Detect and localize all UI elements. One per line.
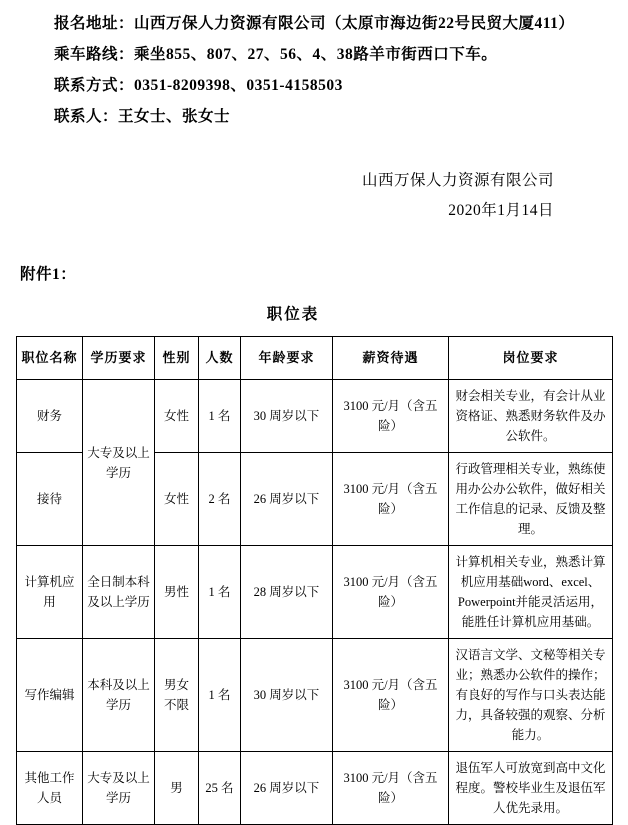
cell-education: 全日制本科及以上学历 xyxy=(83,546,155,639)
cell-age: 26 周岁以下 xyxy=(241,752,333,825)
table-header-row xyxy=(17,337,613,380)
cell-gender: 女性 xyxy=(155,380,199,453)
cell-age: 28 周岁以下 xyxy=(241,546,333,639)
table-header-cell: 性别 xyxy=(155,337,199,380)
address-line xyxy=(16,8,612,39)
cell-count: 1 名 xyxy=(199,639,241,752)
cell-education: 大专及以上学历 xyxy=(83,752,155,825)
cell-requirement: 汉语言文学、文秘等相关专业；熟悉办公软件的操作；有良好的写作与口头表达能力，具备较强的观察、分析能力。 xyxy=(449,639,613,752)
table-header-cell: 职位名称 xyxy=(17,337,83,380)
cell-position: 财务 xyxy=(17,380,83,453)
cell-salary: 3100 元/月（含五险） xyxy=(333,752,449,825)
signature-date: 2020年1月14日 xyxy=(448,202,554,219)
cell-gender: 男女不限 xyxy=(155,639,199,752)
bus-route-label: 乘车路线： xyxy=(54,46,135,63)
cell-position: 计算机应用 xyxy=(17,546,83,639)
table-row xyxy=(17,752,613,825)
cell-salary: 3100 元/月（含五险） xyxy=(333,546,449,639)
bus-route-value: 乘坐855、807、27、56、4、38路羊市街西口下车。 xyxy=(134,46,498,63)
address-value: 山西万保人力资源有限公司（太原市海边街22号民贸大厦411） xyxy=(134,15,575,32)
table-row xyxy=(17,546,613,639)
cell-requirement: 计算机相关专业，熟悉计算机应用基础word、excel、Powerpoint并能灵活运用，能胜任计算机应用基础。 xyxy=(449,546,613,639)
attachment-label: 附件1： xyxy=(20,266,77,283)
cell-position: 其他工作人员 xyxy=(17,752,83,825)
cell-age: 30 周岁以下 xyxy=(241,639,333,752)
contact-person-value: 王女士、张女士 xyxy=(118,108,231,125)
cell-position: 接待 xyxy=(17,453,83,546)
cell-requirement: 行政管理相关专业，熟练使用办公办公软件，做好相关工作信息的记录、反馈及整理。 xyxy=(449,453,613,546)
table-row xyxy=(17,639,613,752)
cell-gender: 男性 xyxy=(155,546,199,639)
signature-block xyxy=(16,166,612,226)
contact-info-block xyxy=(16,0,612,132)
cell-salary: 3100 元/月（含五险） xyxy=(333,380,449,453)
cell-count: 2 名 xyxy=(199,453,241,546)
table-row xyxy=(17,380,613,453)
table-header-cell: 岗位要求 xyxy=(449,337,613,380)
contact-phone-label: 联系方式： xyxy=(54,77,135,94)
signature-company: 山西万保人力资源有限公司 xyxy=(361,172,554,189)
cell-age: 26 周岁以下 xyxy=(241,453,333,546)
cell-count: 25 名 xyxy=(199,752,241,825)
cell-age: 30 周岁以下 xyxy=(241,380,333,453)
contact-phone-value: 0351-8209398、0351-4158503 xyxy=(134,77,343,94)
table-header-cell: 学历要求 xyxy=(83,337,155,380)
cell-salary: 3100 元/月（含五险） xyxy=(333,639,449,752)
job-positions-table xyxy=(16,336,613,825)
table-header-cell: 薪资待遇 xyxy=(333,337,449,380)
cell-salary: 3100 元/月（含五险） xyxy=(333,453,449,546)
table-title: 职位表 xyxy=(266,306,320,323)
bus-route-line xyxy=(16,39,612,70)
cell-count: 1 名 xyxy=(199,380,241,453)
table-header-cell: 人数 xyxy=(199,337,241,380)
contact-person-label: 联系人： xyxy=(54,108,119,125)
address-label: 报名地址： xyxy=(54,15,135,32)
cell-count: 1 名 xyxy=(199,546,241,639)
contact-phone-line xyxy=(16,70,612,101)
cell-gender: 男 xyxy=(155,752,199,825)
table-header-cell: 年龄要求 xyxy=(241,337,333,380)
cell-education: 大专及以上学历 xyxy=(83,380,155,546)
cell-requirement: 退伍军人可放宽到高中文化程度。警校毕业生及退伍军人优先录用。 xyxy=(449,752,613,825)
cell-education: 本科及以上学历 xyxy=(83,639,155,752)
contact-person-line xyxy=(16,101,612,132)
cell-gender: 女性 xyxy=(155,453,199,546)
cell-position: 写作编辑 xyxy=(17,639,83,752)
cell-requirement: 财会相关专业，有会计从业资格证、熟悉财务软件及办公软件。 xyxy=(449,380,613,453)
